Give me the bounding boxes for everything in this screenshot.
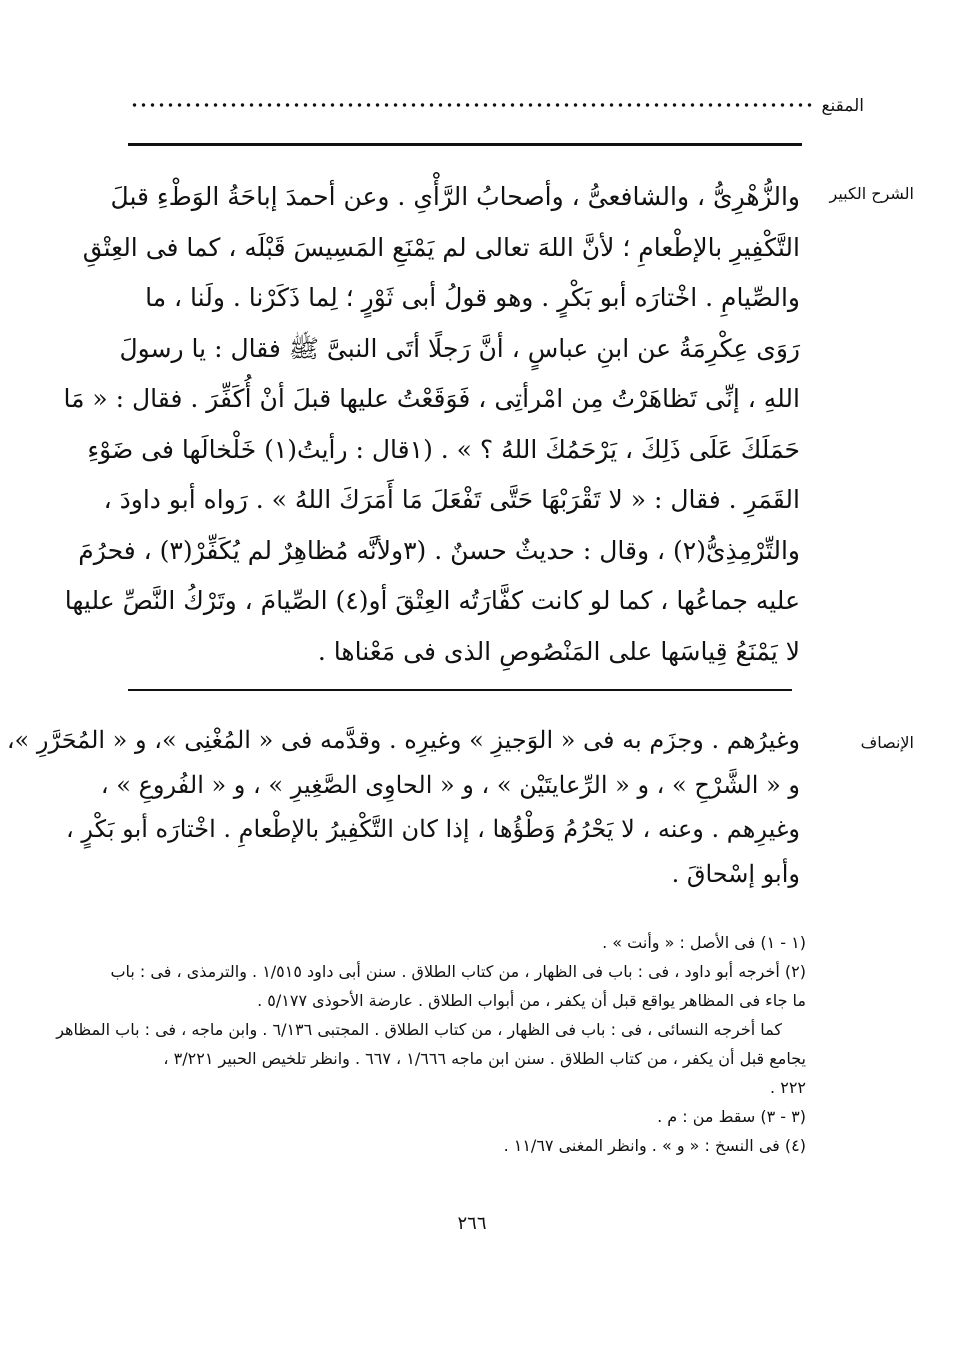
main-text-line: القَمَرِ . فقال : « لا تَقْرَبْهَا حَتَّى تَفْعَلَ مَا أَمَرَكَ اللهُ » . رَواه أبو داودَ ، bbox=[103, 485, 800, 514]
main-text-block bbox=[63, 172, 800, 677]
footnote-line: (٣ - ٣) سقط من : م . bbox=[657, 1107, 806, 1126]
insaf-text-block bbox=[6, 718, 800, 896]
main-text-line: والزُّهْرِىُّ ، والشافعىُّ ، وأصحابُ الرَّأْىِ . وعن أحمدَ إباحَةُ الوَطْءِ قبلَ bbox=[110, 182, 800, 211]
header-dotted-rule bbox=[130, 101, 816, 109]
footnote-line: ٢٢٢ . bbox=[770, 1078, 806, 1097]
footnote-line: (٢) أخرجه أبو داود ، فى : باب فى الظهار ، من كتاب الطلاق . سنن أبى داود ١/٥١٥ . والترمذى ، فى : باب bbox=[110, 962, 806, 981]
header-rule bbox=[128, 143, 802, 146]
insaf-text-line: وغيرُهم . وجزَم به فى « الوَجيزِ » وغيرِه . وقدَّمه فى « المُغْنِى »، و « المُحَرَّرِ »، bbox=[6, 726, 800, 754]
footnotes bbox=[56, 928, 806, 1160]
insaf-text-line: و « الشَّرْحِ » ، و « الرِّعايتَيْن » ، و « الحاوِى الصَّغِيرِ » ، و « الفُروعِ » ، bbox=[100, 770, 800, 799]
side-label-sharh: الشرح الكبير bbox=[829, 184, 914, 203]
footnote-line: يجامع قبل أن يكفر ، من كتاب الطلاق . سنن ابن ماجه ١/٦٦٦ ، ٦٦٧ . وانظر تلخيص الحبير ٣/٢٢١ ، bbox=[163, 1049, 806, 1068]
insaf-text-line: وأبو إسْحاقَ . bbox=[671, 859, 800, 888]
main-text-line: والتِّرْمِذِىُّ(٢) ، وقال : حديثٌ حسنٌ . (٣ولأنَّه مُظاهِرٌ لم يُكَفِّرْ(٣) ، فحرُمَ bbox=[78, 535, 800, 565]
main-text-line: عليه جماعُها ، كما لو كانت كفَّارَتُه العِتْقَ أو(٤) الصِّيامَ ، وتَرْكُ النَّصِّ عليها bbox=[64, 586, 800, 615]
main-text-line: رَوَى عِكْرِمَةُ عن ابنِ عباسٍ ، أنَّ رَجلًا أتَى النبىَّ ﷺ فقال : يا رسولَ bbox=[119, 333, 800, 363]
section-divider bbox=[128, 689, 792, 691]
footnote-line: (١ - ١) فى الأصل : « وأنت » . bbox=[602, 933, 806, 952]
footnote-line: (٤) فى النسخ : « و » . وانظر المغنى ١١/٦٧ . bbox=[503, 1136, 806, 1155]
main-text-line: التَّكْفِيرِ بالإطْعامِ ؛ لأنَّ اللهَ تعالى لم يَمْنَعِ المَسِيسَ قَبْلَه ، كما فى العِتْقِ bbox=[82, 232, 800, 262]
main-text-line: حَمَلَكَ عَلَى ذَلِكَ ، يَرْحَمُكَ اللهُ ؟ » . (١قال : رأيتُ(١) خَلْخالَها فى ضَوْءِ bbox=[87, 434, 800, 464]
running-title: المقنع bbox=[821, 96, 864, 116]
page-number: ٢٦٦ bbox=[457, 1213, 487, 1234]
main-text-line: لا يَمْنَعُ قِياسَها على المَنْصُوصِ الذى فى مَعْناها . bbox=[317, 636, 800, 666]
footnote-line: ما جاء فى المظاهر يواقع قبل أن يكفر ، من أبواب الطلاق . عارضة الأحوذى ٥/١٧٧ . bbox=[257, 991, 806, 1010]
main-text-line: اللهِ ، إنِّى تَظاهَرْتُ مِن امْرأتِى ، فَوَقَعْتُ عليها قبلَ أنْ أُكَفِّرَ . فقال : « مَا bbox=[63, 384, 800, 413]
footnote-line: كما أخرجه النسائى ، فى : باب فى الظهار ، من كتاب الطلاق . المجتبى ٦/١٣٦ . وابن ماجه ، فى : باب المظاهر bbox=[56, 1020, 782, 1039]
insaf-text-line: وغيرِهم . وعنه ، لا يَحْرُمُ وَطْؤُها ، إذا كان التَّكْفِيرُ بالإطْعامِ . اخْتارَه أبو بَكْرٍ ، bbox=[65, 815, 800, 843]
main-text-line: والصِّيامِ . اخْتارَه أبو بَكْرٍ . وهو قولُ أبى ثَوْرٍ ؛ لِما ذَكَرْنا . ولَنا ، ما bbox=[145, 283, 800, 312]
side-label-insaf: الإنصاف bbox=[860, 733, 914, 752]
